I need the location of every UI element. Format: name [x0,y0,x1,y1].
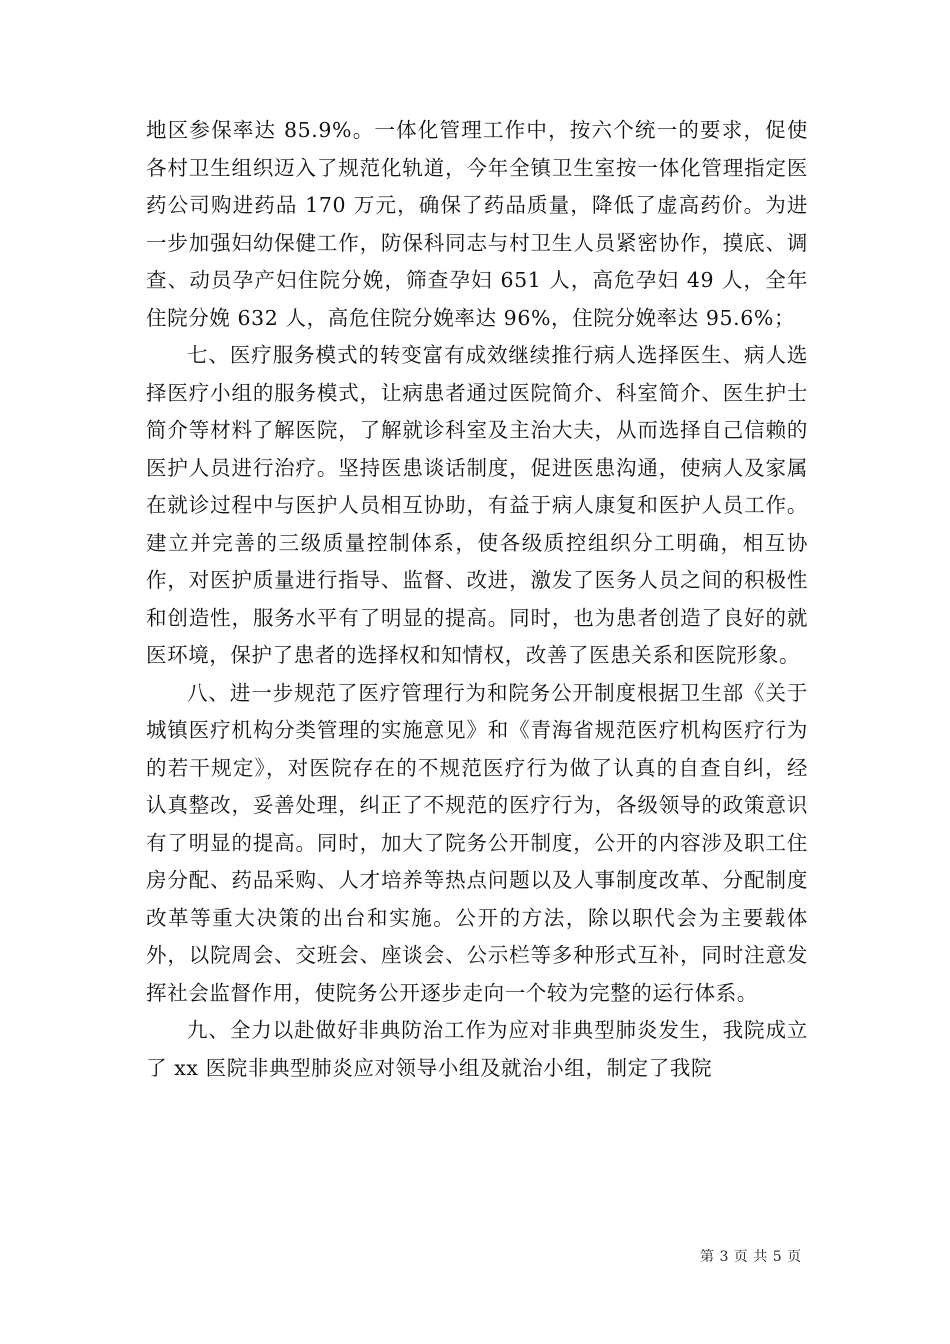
document-body [146,112,808,1087]
paragraph-section-seven: 七、医疗服务模式的转变富有成效继续推行病人选择医生、病人选择医疗小组的服务模式，让病患者通过医院简介、科室简介、医生护士简介等材料了解医院，了解就诊科室及主治大夫，从而选择自己信赖的医护人员进行治疗。坚持医患谈话制度，促进医患沟通，使病人及家属在就诊过程中与医护人员相互协助，有益于病人康复和医护人员工作。建立并完善的三级质量控制体系，使各级质控组织分工明确，相互协作，对医护质量进行指导、监督、改进，激发了医务人员之间的积极性和创造性，服务水平有了明显的提高。同时，也为患者创造了良好的就医环境，保护了患者的选择权和知情权，改善了医患关系和医院形象。 [146,343,808,667]
paragraph-section-nine: 九、全力以赴做好非典防治工作为应对非典型肺炎发生，我院成立了 xx 医院非典型肺炎应对领导小组及就治小组，制定了我院 [146,1018,808,1080]
page-number-footer: 第 3 页 共 5 页 [700,1249,802,1265]
paragraph-section-eight: 八、进一步规范了医疗管理行为和院务公开制度根据卫生部《关于城镇医疗机构分类管理的实施意见》和《青海省规范医疗机构医疗行为的若干规定》，对医院存在的不规范医疗行为做了认真的自查自纠，经认真整改，妥善处理，纠正了不规范的医疗行为，各级领导的政策意识有了明显的提高。同时，加大了院务公开制度，公开的内容涉及职工住房分配、药品采购、人才培养等热点问题以及人事制度改革、分配制度改革等重大决策的出台和实施。公开的方法，除以职代会为主要载体外，以院周会、交班会、座谈会、公示栏等多种形式互补，同时注意发挥社会监督作用，使院务公开逐步走向一个较为完整的运行体系。 [146,680,808,1005]
paragraph-continuation: 地区参保率达 85.9%。一体化管理工作中，按六个统一的要求，促使各村卫生组织迈入了规范化轨道，今年全镇卫生室按一体化管理指定医药公司购进药品 170 万元，确保了药品质量，降低了虚高药价。为进一步加强妇幼保健工作，防保科同志与村卫生人员紧密协作，摸底、调查、动员孕产妇住院分娩，筛查孕妇 651 人，高危孕妇 49 人，全年住院分娩 632 人，高危住院分娩率达 96%，住院分娩率达 95.6%； [146,118,808,330]
